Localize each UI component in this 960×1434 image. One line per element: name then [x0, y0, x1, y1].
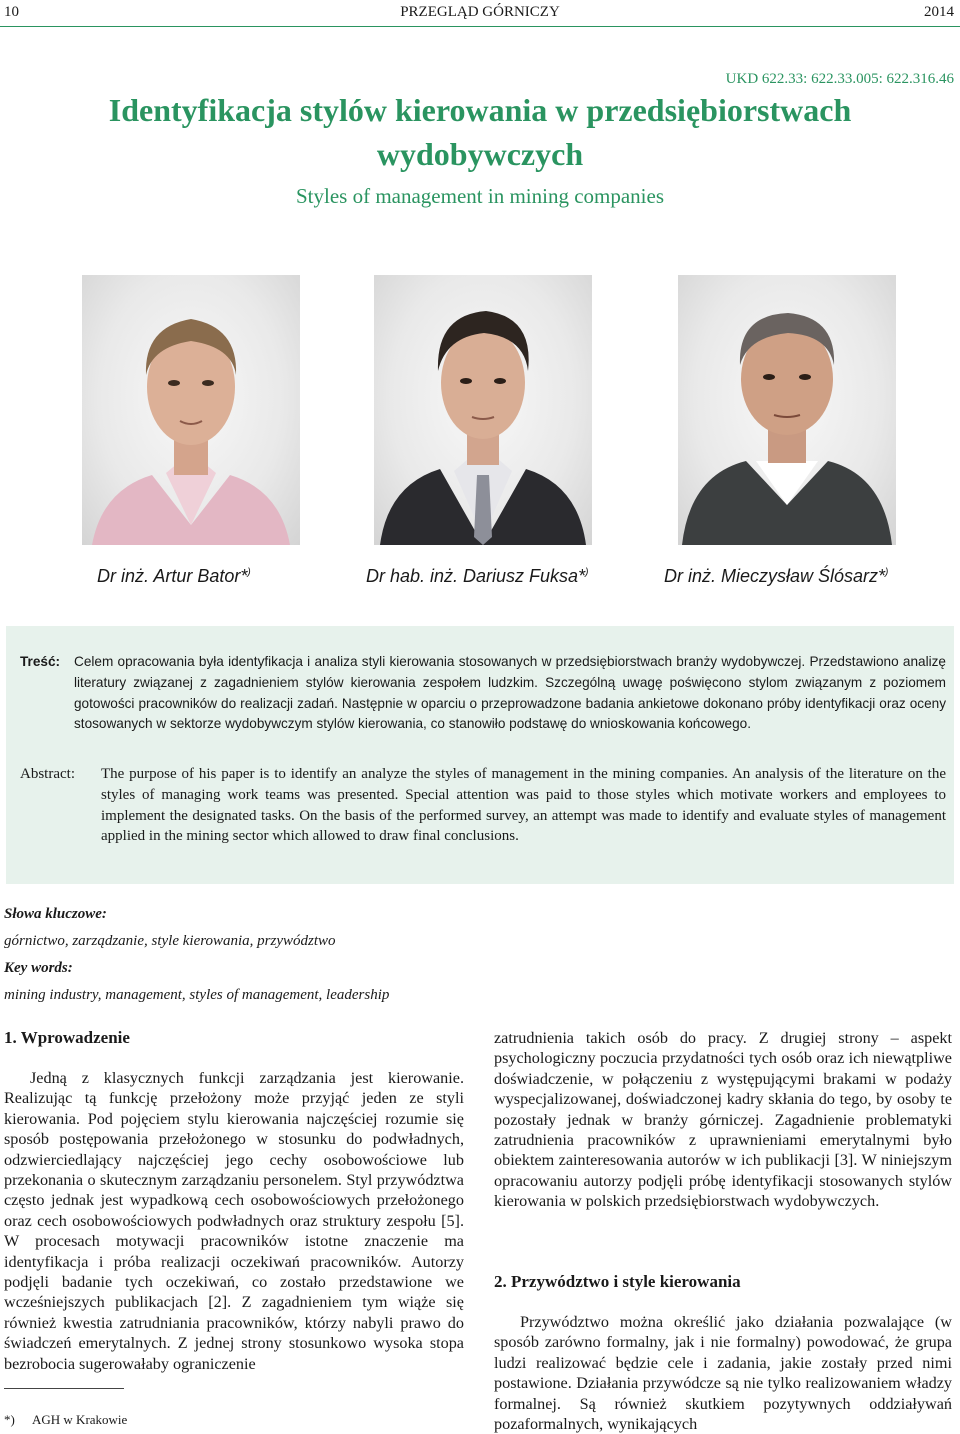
running-header — [0, 4, 960, 26]
section-1-body — [4, 1068, 464, 1374]
keywords-pl-values: górnictwo, zarządzanie, style kierowania, przywództwo — [4, 933, 336, 949]
page-number: 10 — [4, 4, 19, 20]
journal-year: 2014 — [924, 4, 954, 20]
footnote-text: AGH w Krakowie — [32, 1412, 128, 1427]
abstract-english-label: Abstract: — [20, 766, 75, 782]
abstract-polish-text: Celem opracowania była identyfikacja i analiza styli kierowania stosowanych w przedsiębiorstwach branży wydobywczej. Przedstawiono analizę literatury związanej z zagadnieniem stylów kierowania zespołem ludzkim. Szczególną uwagę poświęcono stylom związanym z poziomem gotowości pracowników do realizacji zadań. Następnie w oparciu o przeprowadzone badania ankietowe dokonano próby identyfikacji oraz oceny stosowanych w sektorze wydobywczym stylów kierowania, co stanowiło podstawę do wnioskowania końcowego. — [74, 654, 946, 732]
section-2-paragraph: Przywództwo można określić jako działania pozwalające (w sposób zarówno formalny, jak i nie formalny) powodować, że grupa ludzi realizować będzie cele i zadania, jakie zostały przed nimi postawione. Działania przywódcze są nie tylko realizowaniem władzy formalnej. Są również skutkiem pozytywnych oddziaływań pozaformalnych, wynikających — [494, 1313, 952, 1434]
author-photo-2 — [374, 275, 592, 545]
section-1-continued — [494, 1028, 952, 1212]
author-name-2: Dr hab. inż. Dariusz Fuksa*) — [366, 566, 589, 586]
header-rule — [0, 26, 960, 27]
journal-name: PRZEGLĄD GÓRNICZY — [400, 4, 560, 20]
keywords-pl-heading: Słowa kluczowe: — [4, 906, 107, 922]
section-1-continued-paragraph: zatrudnienia takich osób do pracy. Z drugiej strony – aspekt psychologiczny poczucia przydatności tych osób oraz ich niewątpliwe doświadczenie, w połączeniu z występującymi brakami w podaży wyspecjalizowanej, doświadczonej kadry skłania do tego, by osoby te pozostały jednak w branży górniczej. Zagadnienie problematyki zatrudnienia pracowników z uprawnieniami emerytalnymi było obiektem zainteresowania autorów w ich publikacji [3]. W niniejszym opracowaniu autorzy podjęli próbę identyfikacji stosowanych stylów kierowania w polskich przedsiębiorstwach wydobywczych. — [494, 1029, 952, 1211]
title-polish: Identyfikacja stylów kierowania w przedsiębiorstwach wydobywczych — [108, 92, 852, 172]
author-photo-3 — [678, 275, 896, 545]
title-english: Styles of management in mining companies — [295, 184, 664, 208]
author-photo-1 — [82, 275, 300, 545]
abstract-english-text: The purpose of his paper is to identify an analyze the styles of management in the mining companies. An analysis of the literature on the styles of managing work teams was presented. Special attention was paid to those styles which motivate workers and employees to implement the designated tasks. On the basis of the performed survey, an attempt was made to identify and evaluate styles of management applied in the mining sector which allowed to draw final conclusions. — [101, 766, 946, 845]
abstract-box — [6, 626, 954, 884]
footnote-rule — [4, 1388, 124, 1389]
section-1-paragraph: Jedną z klasycznych funkcji zarządzania jest kierowanie. Realizując tą funkcję przełożony może przyjąć jeden ze styli kierowania. Pod pojęciem stylu kierowania najczęściej rozumie się sposób postępowania przełożonego w stosunku do podwładnych, odzwierciedlający najczęściej jego cechy osobowościowe lub przekonania o skutecznym zarządzaniu personelem. Styl przywództwa często jednak jest wypadkową cech osobowościowych przełożonego oraz cech osobowościowych podwładnych oraz struktury zespołu [5]. W procesach motywacji pracowników istotne znaczenie ma identyfikacja i próba realizacji oczekiwań pracowników. Autorzy podjęli badanie tych oczekiwań, co zostało przedstawione we wcześniejszych publikacjach [2]. Z zagadnieniem tym wiąże się również kwestia zatrudniania pracowników, którzy nabyli prawo do świadczeń emerytalnych. Z jednej strony stosunkowo wysoka stopa bezrobocia sugerowałaby ograniczenie — [4, 1069, 464, 1373]
keywords-en-heading: Key words: — [4, 960, 73, 976]
abstract-polish-label: Treść: — [20, 654, 61, 669]
ukd-classification: UKD 622.33: 622.33.005: 622.316.46 — [725, 71, 954, 87]
section-2-heading: 2. Przywództwo i style kierowania — [494, 1272, 741, 1291]
footnote — [4, 1412, 127, 1428]
author-name-3: Dr inż. Mieczysław Ślósarz*) — [664, 566, 889, 586]
footnote-mark: *) — [4, 1412, 15, 1427]
author-name-1: Dr inż. Artur Bator*) — [97, 566, 251, 586]
section-1-heading: 1. Wprowadzenie — [4, 1028, 130, 1047]
section-2-body — [494, 1312, 952, 1434]
keywords-en-values: mining industry, management, styles of management, leadership — [4, 987, 390, 1003]
